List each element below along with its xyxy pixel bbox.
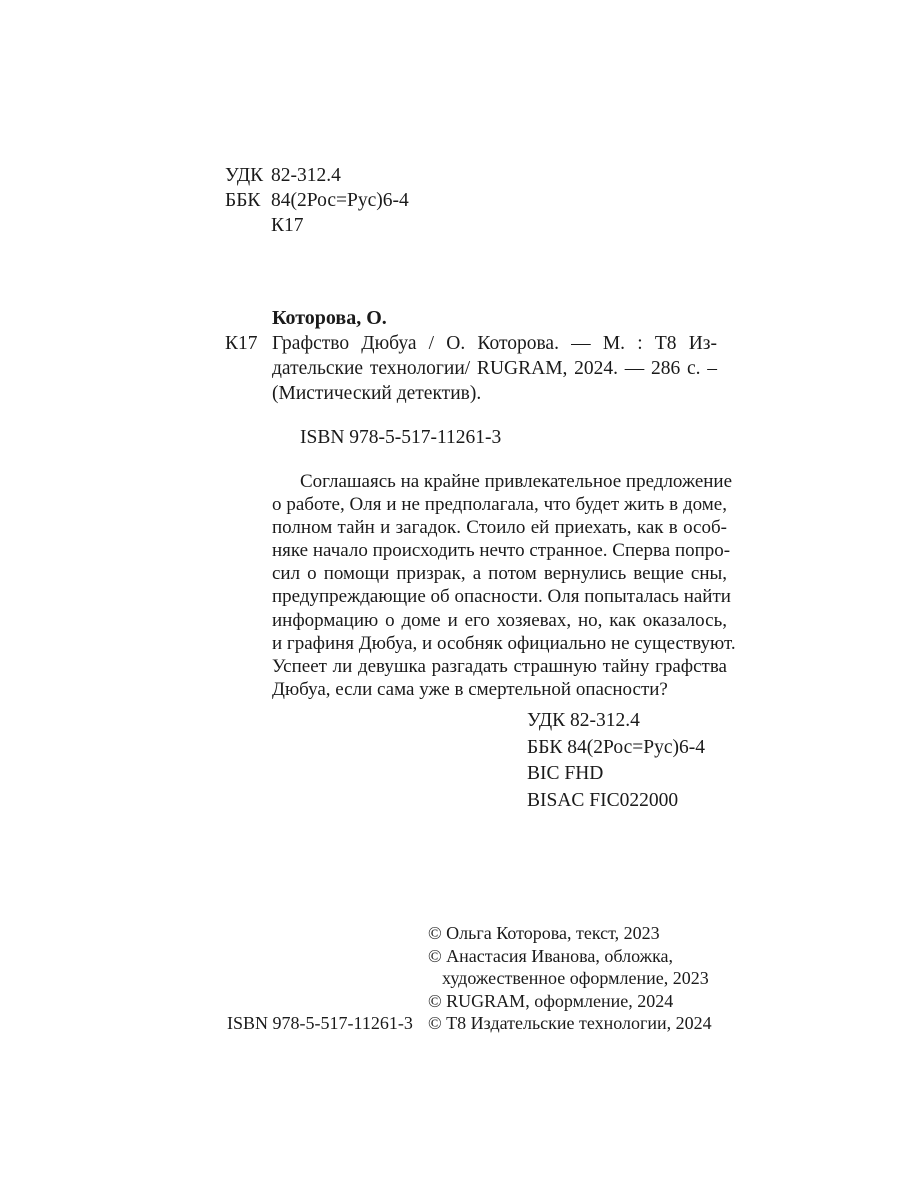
- top-classification: [225, 163, 409, 238]
- copyright-line: художественное оформление, 2023: [442, 968, 709, 988]
- classification-line: ББК 84(2Рос=Рус)6-4: [527, 736, 706, 758]
- author-mark-row: [225, 213, 409, 238]
- bbk-label: ББК: [225, 190, 261, 211]
- record-isbn: ISBN 978-5-517-11261-3: [300, 427, 502, 448]
- annotation-line: сил о помощи призрак, а потом вернулись вещие сны,: [272, 563, 727, 585]
- classification-line: BISAC FIC022000: [527, 789, 679, 811]
- isbn-bottom: ISBN 978-5-517-11261-3: [227, 1013, 413, 1033]
- udk-value: 82-312.4: [271, 165, 341, 186]
- annotation-line: и графиня Дюбуа, и особняк официально не существуют.: [272, 632, 736, 654]
- copyright-line: © Ольга Которова, текст, 2023: [428, 923, 660, 943]
- bottom-classification: [527, 708, 705, 814]
- bbk-row: [225, 188, 409, 213]
- biblio-line: дательские технологии/ RUGRAM, 2024. — 286 с. –: [272, 358, 717, 379]
- classification-line: УДК 82-312.4: [527, 710, 640, 731]
- author-heading: Которова, О.: [272, 307, 387, 329]
- biblio-line: (Мистический детектив).: [272, 383, 482, 404]
- annotation-line: Соглашаясь на крайне привлекательное предложение: [300, 471, 733, 492]
- copyright-line: © Анастасия Иванова, обложка,: [428, 945, 674, 966]
- bbk-value: 84(2Рос=Рус)6-4: [271, 190, 409, 211]
- classification-line: BIC FHD: [527, 763, 604, 784]
- author-mark: К17: [271, 215, 304, 236]
- copyright-line: © Т8 Издательские технологии, 2024: [428, 1013, 712, 1033]
- copyright-line: © RUGRAM, оформление, 2024: [428, 990, 674, 1011]
- annotation: [272, 470, 736, 701]
- biblio-line: Графство Дюбуа / О. Которова. — М. : Т8 Из-: [272, 333, 717, 354]
- udk-row: [225, 163, 409, 188]
- bibliographic-description: [272, 331, 717, 406]
- annotation-line: предупреждающие об опасности. Оля попыталась найти: [272, 586, 731, 608]
- copyright-notices: [428, 922, 712, 1035]
- annotation-line: о работе, Оля и не предполагала, что будет жить в доме,: [272, 494, 727, 516]
- record-author-mark: К17: [225, 333, 258, 354]
- annotation-line: полном тайн и загадок. Стоило ей приехать, как в особ-: [272, 517, 727, 539]
- annotation-line: информацию о доме и его хозяевах, но, как оказалось,: [272, 609, 727, 631]
- udk-label: УДК: [225, 165, 264, 186]
- annotation-line: Успеет ли девушка разгадать страшную тайну графства: [272, 655, 727, 677]
- annotation-line: няке начало происходить нечто странное. Сперва попро-: [272, 540, 731, 562]
- annotation-line: Дюбуа, если сама уже в смертельной опасности?: [272, 678, 668, 700]
